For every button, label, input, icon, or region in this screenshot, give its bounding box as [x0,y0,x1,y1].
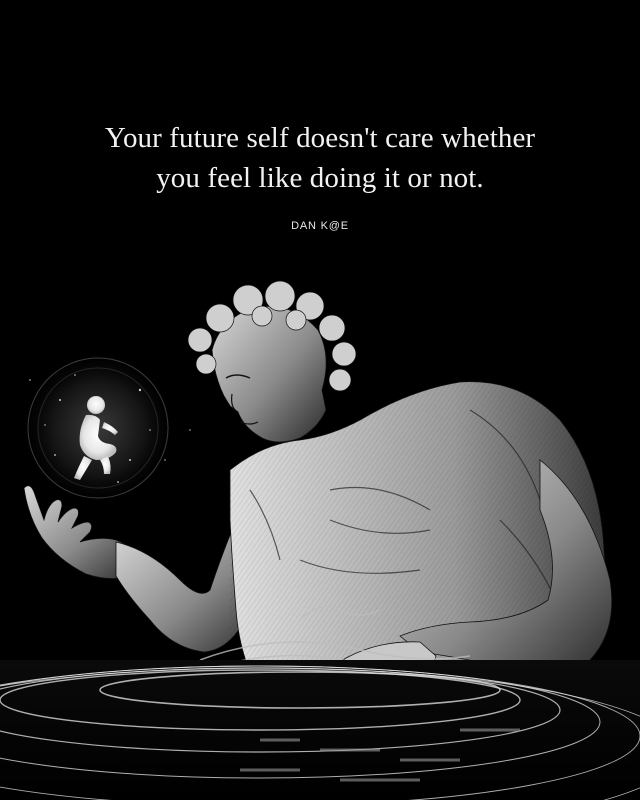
quote-line-2: you feel like doing it or not. [156,162,484,194]
quote-line-1: Your future self doesn't care whether [104,122,536,154]
author-signature: DAN K@E [291,220,349,232]
statue-illustration [0,260,640,800]
quote-text [0,118,640,198]
water-surface [0,660,640,800]
